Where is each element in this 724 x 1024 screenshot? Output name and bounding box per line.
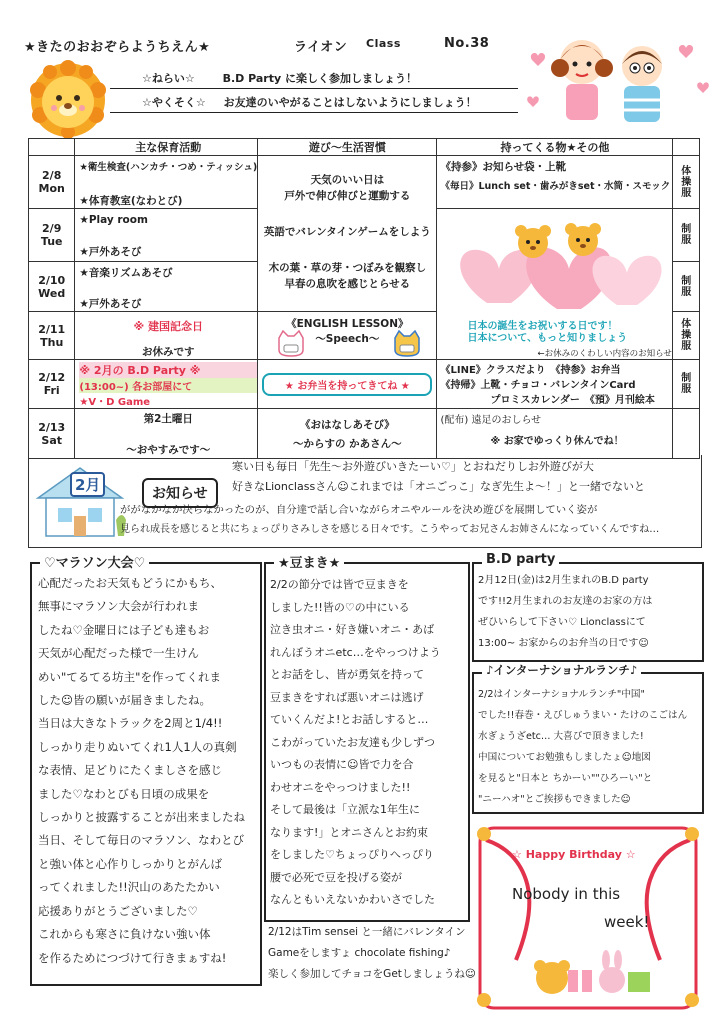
marathon-body: 心配だったお天気もどうにかもち、 無事にマラソン大会が行われま したね♡金曜日には子ども達もお 天気が心配だった様で一生けん めい"てるてる坊主"を作ってくれま した☺皆の願いが届きましたね。 当日は大きなトラックを2周と1/4!! しっかり走りぬいてくれ1人1人の真剣 な表情、足どりにたくましさを感じ ました♡なわとびも日頃の成果を しっかりと披露することが出来ましたね 当日、そして毎日のマラソン、なわとび と強い体と心作りしっかりとがんば ってくれました!!沢山のあたたかい 応援ありがとうございました♡ これからも寒さに負けない強い体 を作るためにつづけて行きまぁすね!	[38, 576, 245, 965]
date-header	[29, 139, 75, 156]
song-subtitle: ～からすの かあさん～	[293, 437, 402, 450]
date-cell: 2/10 Wed	[29, 262, 75, 312]
mame-body: 2/2の節分では皆で豆まきを しました!!皆の♡の中にいる 泣き虫オニ・好き嫌いオニ・あば れんぼうオニetc…をやっつけよう とお話をし、皆が勇気を持って 豆まきをすれば悪いオニは逃げ ていくんだよ!とお話しすると… こわがっていたお友達も少しずつ いつもの表情に☺皆で力を合 わせオニをやっつけました!! そして最後は「立派な1年生に なります!」とオニさんとお約束 をしました♡ちょっぴりへっぴり 腰で必死で豆を投げる姿が なんともいえないかわいさでした	[270, 578, 441, 906]
bring-cell: (配布) 遠足のおしらせ ※ お家でゆっくり休んでね！	[437, 409, 673, 459]
lesson-title: 《ENGLISH LESSON》	[286, 318, 409, 330]
lion-illustration	[28, 60, 108, 140]
lunch-note: ★ お弁当を持ってきてね ★	[262, 373, 432, 396]
valentine-game-note: 2/12はTim sensei と一緒にバレンタイン Gameをしますょ chocolate fishing♪ 楽しく参加してチョコをGetしましょうね☺	[268, 926, 476, 980]
lesson-cell	[258, 312, 437, 360]
bring-cell: 《持参》お知らせ袋・上靴 《毎日》Lunch set・歯みがきset・水筒・スモック	[437, 156, 673, 209]
class-name: ライオン	[294, 40, 348, 55]
side-cell	[673, 409, 700, 459]
schedule-table	[28, 138, 700, 459]
date-cell: 2/11 Thu	[29, 312, 75, 360]
aim-label: ☆ねらい☆	[142, 72, 195, 85]
marathon-title: ♡マラソン大会♡	[40, 552, 149, 571]
side-cell: 体操服	[673, 156, 700, 209]
aim-text: B.D Party に楽しく参加しましょう！	[222, 72, 417, 85]
notice-line: ががなかなか決らなかったのが、自分達で話し合いながらオニやルールを決め遊びを展開していく姿が	[120, 504, 598, 516]
school-name: ★きたのおおぞらようちえん★	[24, 40, 211, 55]
date-cell: 2/8 Mon	[29, 156, 75, 209]
issue-number: No.38	[444, 36, 490, 51]
play-cell: 天気のいい日は 戸外で伸び伸びと運動する 英語でバレンタインゲームをしよう 木の葉・草の芽・つぼみを観察し 早春の息吹を感じとらせる	[258, 156, 437, 312]
date-cell: 2/12 Fri	[29, 360, 75, 409]
side-cell: 制服	[673, 262, 700, 312]
notice-line: 寒い日も毎日「先生～お外遊びいきたーい♡」とおねだりしお外遊びが大	[232, 460, 594, 473]
mame-title: ★豆まき★	[274, 552, 344, 571]
promise-row	[142, 94, 477, 110]
activity-cell: ※ 建国記念日 お休みです	[75, 312, 258, 360]
bd-party-title: B.D party	[482, 552, 559, 567]
flag-note: 日本の誕生をお祝いする日です！	[467, 321, 618, 332]
notice-line: 好きなLionclassさん☺これまでは「オニごっこ」なぎ先生よ～！」と一緒でないと	[232, 480, 645, 493]
activity-cell: ※ 2月の B.D Party ※ (13:00~) 各お部屋にて ★V・D Game	[75, 360, 258, 409]
date-cell: 2/9 Tue	[29, 209, 75, 262]
bear-hearts-illustration	[437, 213, 667, 321]
column-header: 主な保育活動	[75, 139, 258, 156]
table-row	[29, 156, 700, 209]
bring-illustration-cell	[437, 209, 673, 360]
month-badge: 2月	[70, 472, 105, 497]
activity-cell: 第2土曜日 ～おやすみです～	[75, 409, 258, 459]
side-header	[673, 139, 700, 156]
side-cell: 制服	[673, 209, 700, 262]
promise-text: お友達のいやがることはしないようにしましょう！	[223, 96, 477, 109]
cat-illustration	[276, 330, 306, 358]
birthday-title: ☆ Happy Birthday ☆	[512, 848, 636, 861]
bring-cell: 《LINE》クラスだより 《持参》お弁当 《持帰》上靴・チョコ・バレンタインCard プロミスカレンダー 《預》月刊絵本	[437, 360, 673, 409]
bd-party-body: 2月12日(金)は2月生まれのB.D party です!!2月生まれのお友達のお家の方は ぜひいらして下さい♡ Lionclassにて 13:00~ お家からのお弁当の日です☺	[478, 575, 653, 649]
column-header: 持ってくる物★その他	[437, 139, 673, 156]
notice-title: お知らせ	[142, 478, 218, 508]
side-cell: 体操服	[673, 312, 700, 360]
international-lunch-body: 2/2はインターナショナルランチ"中国" でした!!春巻・えびしゅうまい・たけのこごはん 水ぎょうざetc… 大喜びで頂きました! 中国についてお勉強もしましたょ☺地図 を見ると"日本と ちかーい""ひろーい"と "ニーハオ"とご挨拶もできました☺	[478, 689, 688, 805]
aim-row	[142, 70, 417, 86]
side-cell: 制服	[673, 360, 700, 409]
date-cell: 2/13 Sat	[29, 409, 75, 459]
international-lunch-title: ♪インターナショナルランチ♪	[482, 662, 641, 678]
notice-line: 見られ成長を感じると共にちょっぴりさみしさを感じる日々です。こうやってお兄さんお姉さんになっていくんですね…	[120, 524, 660, 535]
kids-illustration	[520, 30, 710, 135]
class-label: Class	[366, 37, 401, 50]
promise-label: ☆やくそく☆	[142, 96, 206, 109]
table-row	[29, 409, 700, 459]
activity-cell: ★音楽リズムあそび ★戸外あそび	[75, 262, 258, 312]
flag-note: 日本について、もっと知りましょう	[467, 333, 628, 344]
lunch-cell	[258, 360, 437, 409]
birthday-message: Nobody in this week!	[512, 885, 650, 931]
activity-cell: ★衛生検査(ハンカチ・つめ・ティッシュ) ★体育教室(なわとび)	[75, 156, 258, 209]
song-title: 《おはなしあそび》	[300, 418, 395, 431]
table-row	[29, 360, 700, 409]
flag-handwrite: ←お休みのくわしい内容のお知らせ	[537, 349, 672, 359]
lesson-subtitle: ～Speech～	[315, 333, 380, 345]
column-header: 遊び～生活習慣	[258, 139, 437, 156]
activity-cell: ★Play room ★戸外あそび	[75, 209, 258, 262]
cat-illustration	[392, 330, 422, 358]
song-cell	[258, 409, 437, 459]
